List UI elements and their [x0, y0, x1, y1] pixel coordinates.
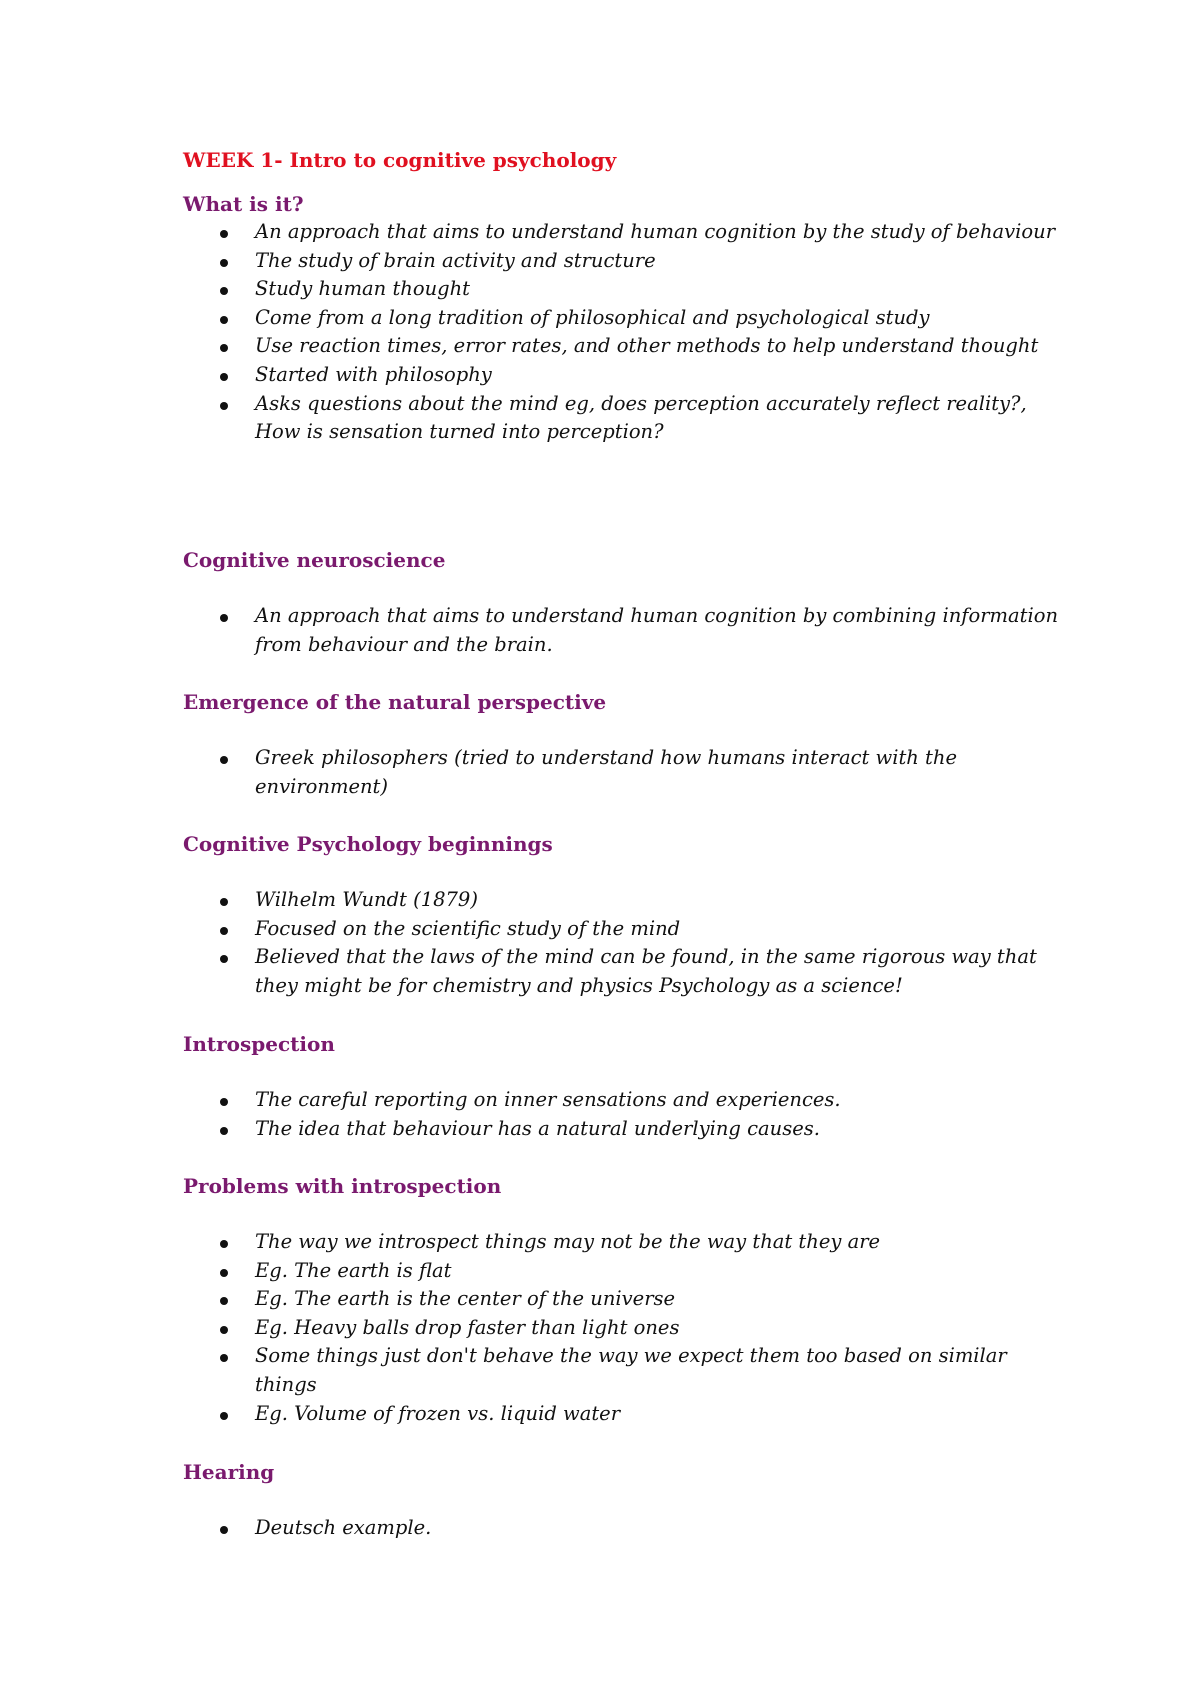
bullet-icon: [220, 287, 228, 295]
bullet-icon: [220, 898, 228, 906]
list-item-text: Eg. The earth is flat: [255, 1258, 452, 1282]
list-item-text: Believed that the laws of the mind can be found, in the same rigorous way that they might be for chemistry and physics Psychology as a science!: [255, 945, 1037, 997]
list-item-text: Some things just don't behave the way we expect them too based on similar things: [255, 1344, 1007, 1396]
bullet-icon: [220, 614, 228, 622]
list-item: [183, 1285, 1063, 1314]
list-item: [183, 361, 1063, 390]
list-item-text: An approach that aims to understand human cognition by combining information from behaviour and the brain.: [255, 604, 1059, 656]
list-item-text: Asks questions about the mind eg, does perception accurately reflect reality?, How is sensation turned into perception?: [255, 391, 1027, 444]
list-item-text: The study of brain activity and structure: [255, 248, 656, 272]
list-item-text: The careful reporting on inner sensations and experiences.: [255, 1088, 841, 1111]
bullet-icon: [220, 1297, 228, 1305]
bullet-list: [183, 1514, 1063, 1543]
list-item: [183, 1342, 1063, 1399]
bullet-icon: [220, 1412, 228, 1420]
section-cognitive-psychology-beginnings: [183, 830, 1063, 1000]
list-item-text: Focused on the scientific study of the mind: [255, 916, 681, 940]
bullet-icon: [220, 1127, 228, 1135]
bullet-icon: [220, 756, 228, 764]
section-heading: Cognitive Psychology beginnings: [183, 832, 553, 856]
section-hearing: [183, 1458, 1063, 1543]
bullet-icon: [220, 344, 228, 352]
bullet-icon: [220, 402, 228, 410]
bullet-icon: [220, 1240, 228, 1248]
document-title: WEEK 1- Intro to cognitive psychology: [183, 148, 617, 172]
list-item: [183, 332, 1063, 361]
list-item-text: Wilhelm Wundt (1879): [255, 888, 478, 911]
section-cognitive-neuroscience: [183, 546, 1063, 659]
section-heading: What is it?: [183, 192, 304, 216]
list-item-text: Eg. Heavy balls drop faster than light ones: [255, 1315, 680, 1339]
bullet-icon: [220, 259, 228, 267]
list-item-text: The way we introspect things may not be the way that they are: [255, 1230, 881, 1253]
list-item: [183, 1115, 1063, 1144]
list-item: [183, 275, 1063, 304]
list-item: [183, 915, 1063, 944]
list-item: [183, 886, 1063, 915]
section-what-is-it: [183, 190, 1063, 447]
list-item-text: Started with philosophy: [255, 362, 492, 386]
list-item: [183, 744, 1063, 801]
list-item-text: Use reaction times, error rates, and other methods to help understand thought: [255, 334, 1039, 358]
bullet-icon: [220, 1354, 228, 1362]
bullet-icon: [220, 1269, 228, 1277]
section-heading: Cognitive neuroscience: [183, 548, 446, 572]
bullet-icon: [220, 1098, 228, 1106]
list-item-text: Come from a long tradition of philosophical and psychological study: [255, 305, 930, 329]
bullet-icon: [220, 1526, 228, 1534]
section-heading: Introspection: [183, 1032, 335, 1056]
section-problems-with-introspection: [183, 1172, 1063, 1428]
bullet-icon: [220, 955, 228, 963]
list-item: [183, 304, 1063, 333]
bullet-list: [183, 602, 1063, 659]
list-item-text: Greek philosophers (tried to understand how humans interact with the environment): [255, 746, 957, 798]
list-item-text: Eg. The earth is the center of the universe: [255, 1287, 676, 1311]
bullet-icon: [220, 373, 228, 381]
list-item: [183, 247, 1063, 276]
bullet-list: [183, 1086, 1063, 1143]
section-heading: Hearing: [183, 1460, 275, 1484]
list-item: [183, 1086, 1063, 1115]
bullet-icon: [220, 230, 228, 238]
list-item: [183, 943, 1063, 1000]
list-item: [183, 1314, 1063, 1343]
section-emergence-natural-perspective: [183, 688, 1063, 801]
bullet-list: [183, 744, 1063, 801]
bullet-icon: [220, 316, 228, 324]
list-item-text: Eg. Volume of frozen vs. liquid water: [255, 1401, 621, 1425]
list-item-text: Deutsch example.: [255, 1516, 432, 1539]
list-item-text: Study human thought: [255, 277, 471, 301]
list-item: [183, 602, 1063, 659]
section-introspection: [183, 1030, 1063, 1143]
bullet-list: [183, 1228, 1063, 1428]
list-item: [183, 1228, 1063, 1257]
list-item-text: The idea that behaviour has a natural underlying causes.: [255, 1116, 820, 1140]
bullet-icon: [220, 927, 228, 935]
list-item: [183, 218, 1063, 247]
list-item: [183, 1400, 1063, 1429]
bullet-list: [183, 886, 1063, 1000]
section-heading: Problems with introspection: [183, 1174, 502, 1198]
list-item-text: An approach that aims to understand human cognition by the study of behaviour: [255, 220, 1056, 243]
bullet-list: [183, 218, 1063, 447]
list-item: [183, 1514, 1063, 1543]
section-heading: Emergence of the natural perspective: [183, 690, 607, 714]
list-item: [183, 390, 1063, 447]
bullet-icon: [220, 1326, 228, 1334]
list-item: [183, 1257, 1063, 1286]
